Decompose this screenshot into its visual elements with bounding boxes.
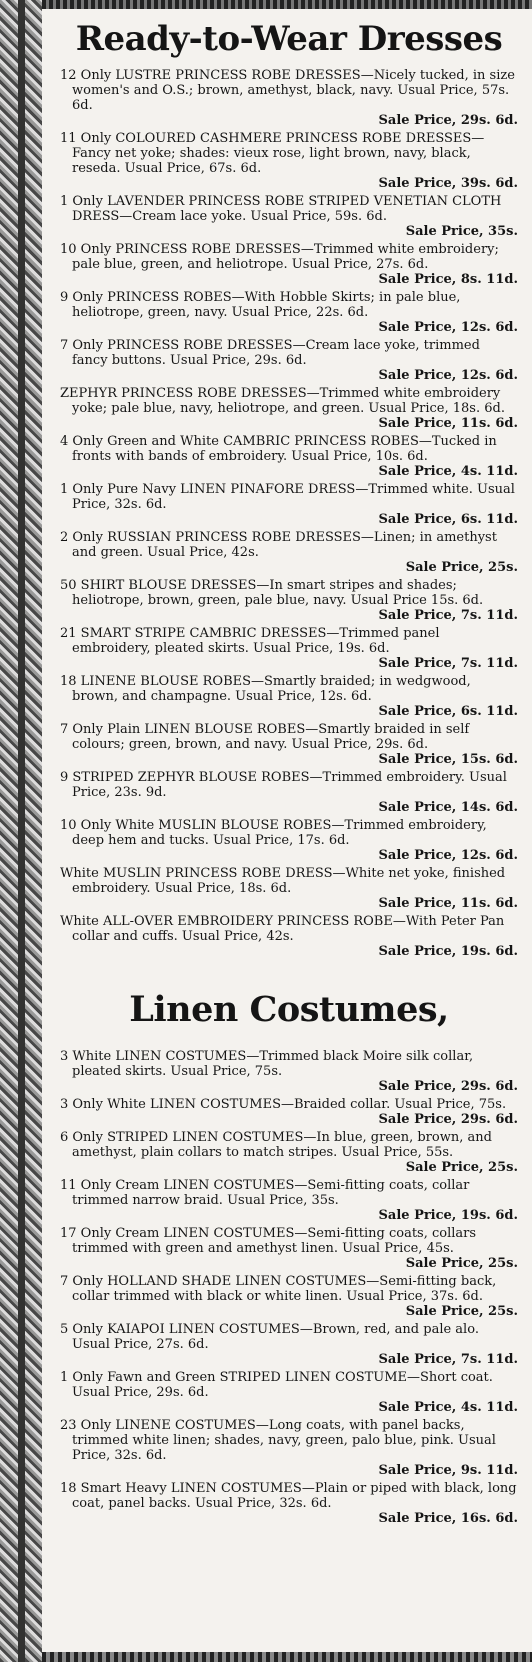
item-sale-price: Sale Price, 9s. 11d. xyxy=(378,1463,518,1478)
item-description: 12 Only LUSTRE PRINCESS ROBE DRESSES—Nicely tucked, in size women's and O.S.; brown, amethyst, black, navy. Usual Price, 57s. 6d. xyxy=(60,68,515,113)
item-description: 5 Only KAIAPOI LINEN COSTUMES—Brown, red, and pale alo. Usual Price, 27s. 6d. xyxy=(60,1322,479,1352)
item-sale-price: Sale Price, 11s. 6d. xyxy=(378,416,518,431)
item-description: 3 White LINEN COSTUMES—Trimmed black Moire silk collar, pleated skirts. Usual Price, 75s. xyxy=(60,1049,474,1079)
item-description: 3 Only White LINEN COSTUMES—Braided collar. Usual Price, 75s. xyxy=(60,1097,507,1112)
item-description: 23 Only LINENE COSTUMES—Long coats, with panel backs, trimmed white linen; shades, navy, green, palo blue, pink. Usual Price, 32s. 6d. xyxy=(60,1418,496,1463)
item-sale-price: Sale Price, 16s. 6d. xyxy=(378,1511,518,1526)
decorative-border-bottom xyxy=(42,1652,532,1662)
item-description: 2 Only RUSSIAN PRINCESS ROBE DRESSES—Linen; in amethyst and green. Usual Price, 42s. xyxy=(60,530,497,560)
item-sale-price: Sale Price, 19s. 6d. xyxy=(378,944,518,959)
item-description: White MUSLIN PRINCESS ROBE DRESS—White net yoke, finished embroidery. Usual Price, 18s. 6d. xyxy=(60,866,506,896)
list-item xyxy=(60,1274,518,1319)
item-description: 11 Only COLOURED CASHMERE PRINCESS ROBE DRESSES—Fancy net yoke; shades: vieux rose, light brown, navy, black, reseda. Usual Price, 67s. 6d. xyxy=(60,131,485,176)
list-item xyxy=(60,482,518,527)
list-item xyxy=(60,722,518,767)
list-item xyxy=(60,1322,518,1367)
item-sale-price: Sale Price, 6s. 11d. xyxy=(378,512,518,527)
item-description: 1 Only Fawn and Green STRIPED LINEN COSTUME—Short coat. Usual Price, 29s. 6d. xyxy=(60,1370,493,1400)
list-item xyxy=(60,68,518,128)
item-description: 7 Only PRINCESS ROBE DRESSES—Cream lace yoke, trimmed fancy buttons. Usual Price, 29s. 6d. xyxy=(60,338,480,368)
item-sale-price: Sale Price, 12s. 6d. xyxy=(378,320,518,335)
list-item xyxy=(60,338,518,383)
item-sale-price: Sale Price, 4s. 11d. xyxy=(378,464,518,479)
item-description: 1 Only Pure Navy LINEN PINAFORE DRESS—Trimmed white. Usual Price, 32s. 6d. xyxy=(60,482,515,512)
section-heading-linen-costumes: Linen Costumes, xyxy=(129,989,449,1030)
item-sale-price: Sale Price, 12s. 6d. xyxy=(378,848,518,863)
item-sale-price: Sale Price, 7s. 11d. xyxy=(378,608,518,623)
list-item xyxy=(60,866,518,911)
item-sale-price: Sale Price, 8s. 11d. xyxy=(378,272,518,287)
list-item xyxy=(60,434,518,479)
decorative-border-top xyxy=(42,0,532,9)
list-item xyxy=(60,1097,518,1127)
item-description: 7 Only HOLLAND SHADE LINEN COSTUMES—Semi-fitting back, collar trimmed with black or white linen. Usual Price, 37s. 6d. xyxy=(60,1274,497,1304)
list-item xyxy=(60,626,518,671)
list-item xyxy=(60,770,518,815)
list-item xyxy=(60,194,518,239)
list-item xyxy=(60,1418,518,1478)
item-sale-price: Sale Price, 14s. 6d. xyxy=(378,800,518,815)
list-item xyxy=(60,674,518,719)
list-item xyxy=(60,386,518,431)
item-sale-price: Sale Price, 25s. xyxy=(405,1256,518,1271)
item-description: 50 SHIRT BLOUSE DRESSES—In smart stripes and shades; heliotrope, brown, green, pale blue, navy. Usual Price 15s. 6d. xyxy=(60,578,484,608)
list-item xyxy=(60,290,518,335)
list-item xyxy=(60,242,518,287)
list-item xyxy=(60,914,518,959)
item-description: 17 Only Cream LINEN COSTUMES—Semi-fitting coats, collars trimmed with green and amethyst linen. Usual Price, 45s. xyxy=(60,1226,477,1256)
item-sale-price: Sale Price, 6s. 11d. xyxy=(378,704,518,719)
item-description: 18 LINENE BLOUSE ROBES—Smartly braided; in wedgwood, brown, and champagne. Usual Price, 12s. 6d. xyxy=(60,674,471,704)
item-sale-price: Sale Price, 11s. 6d. xyxy=(378,896,518,911)
item-description: ZEPHYR PRINCESS ROBE DRESSES—Trimmed white embroidery yoke; pale blue, navy, heliotrope, and green. Usual Price, 18s. 6d. xyxy=(60,386,505,416)
list-item xyxy=(60,1370,518,1415)
item-description: 9 STRIPED ZEPHYR BLOUSE ROBES—Trimmed embroidery. Usual Price, 23s. 9d. xyxy=(60,770,507,800)
item-sale-price: Sale Price, 39s. 6d. xyxy=(378,176,518,191)
item-sale-price: Sale Price, 29s. 6d. xyxy=(378,113,518,128)
item-sale-price: Sale Price, 7s. 11d. xyxy=(378,656,518,671)
item-sale-price: Sale Price, 25s. xyxy=(405,560,518,575)
item-description: 6 Only STRIPED LINEN COSTUMES—In blue, green, brown, and amethyst, plain collars to match stripes. Usual Price, 55s. xyxy=(60,1130,492,1160)
list-item xyxy=(60,578,518,623)
item-sale-price: Sale Price, 29s. 6d. xyxy=(378,1112,518,1127)
item-sale-price: Sale Price, 15s. 6d. xyxy=(378,752,518,767)
list-item xyxy=(60,131,518,191)
item-sale-price: Sale Price, 12s. 6d. xyxy=(378,368,518,383)
list-item xyxy=(60,1049,518,1094)
item-description: White ALL-OVER EMBROIDERY PRINCESS ROBE—With Peter Pan collar and cuffs. Usual Price, 42s. xyxy=(60,914,505,944)
item-sale-price: Sale Price, 7s. 11d. xyxy=(378,1352,518,1367)
advertisement-column xyxy=(60,14,518,1529)
section-heading-dresses: Ready-to-Wear Dresses xyxy=(75,19,503,59)
item-description: 7 Only Plain LINEN BLOUSE ROBES—Smartly braided in self colours; green, brown, and navy. Usual Price, 29s. 6d. xyxy=(60,722,470,752)
item-description: 1 Only LAVENDER PRINCESS ROBE STRIPED VENETIAN CLOTH DRESS—Cream lace yoke. Usual Price, 59s. 6d. xyxy=(60,194,502,224)
item-sale-price: Sale Price, 25s. xyxy=(405,1304,518,1319)
item-description: 10 Only PRINCESS ROBE DRESSES—Trimmed white embroidery; pale blue, green, and heliotrope. Usual Price, 27s. 6d. xyxy=(60,242,499,272)
linen-costumes-list xyxy=(60,1049,518,1526)
item-sale-price: Sale Price, 29s. 6d. xyxy=(378,1079,518,1094)
item-description: 18 Smart Heavy LINEN COSTUMES—Plain or piped with black, long coat, panel backs. Usual Price, 32s. 6d. xyxy=(60,1481,517,1511)
item-sale-price: Sale Price, 4s. 11d. xyxy=(378,1400,518,1415)
item-description: 11 Only Cream LINEN COSTUMES—Semi-fitting coats, collar trimmed narrow braid. Usual Price, 35s. xyxy=(60,1178,470,1208)
item-description: 21 SMART STRIPE CAMBRIC DRESSES—Trimmed panel embroidery, pleated skirts. Usual Price, 19s. 6d. xyxy=(60,626,440,656)
list-item xyxy=(60,1130,518,1175)
list-item xyxy=(60,1226,518,1271)
list-item xyxy=(60,530,518,575)
item-sale-price: Sale Price, 19s. 6d. xyxy=(378,1208,518,1223)
list-item xyxy=(60,1481,518,1526)
list-item xyxy=(60,818,518,863)
item-sale-price: Sale Price, 35s. xyxy=(405,224,518,239)
item-description: 4 Only Green and White CAMBRIC PRINCESS ROBES—Tucked in fronts with bands of embroidery. Usual Price, 10s. 6d. xyxy=(60,434,497,464)
list-item xyxy=(60,1178,518,1223)
item-description: 10 Only White MUSLIN BLOUSE ROBES—Trimmed embroidery, deep hem and tucks. Usual Price, 17s. 6d. xyxy=(60,818,487,848)
item-sale-price: Sale Price, 25s. xyxy=(405,1160,518,1175)
decorative-border-left xyxy=(0,0,42,1662)
item-description: 9 Only PRINCESS ROBES—With Hobble Skirts; in pale blue, heliotrope, green, navy. Usual Price, 22s. 6d. xyxy=(60,290,461,320)
dresses-list xyxy=(60,68,518,959)
